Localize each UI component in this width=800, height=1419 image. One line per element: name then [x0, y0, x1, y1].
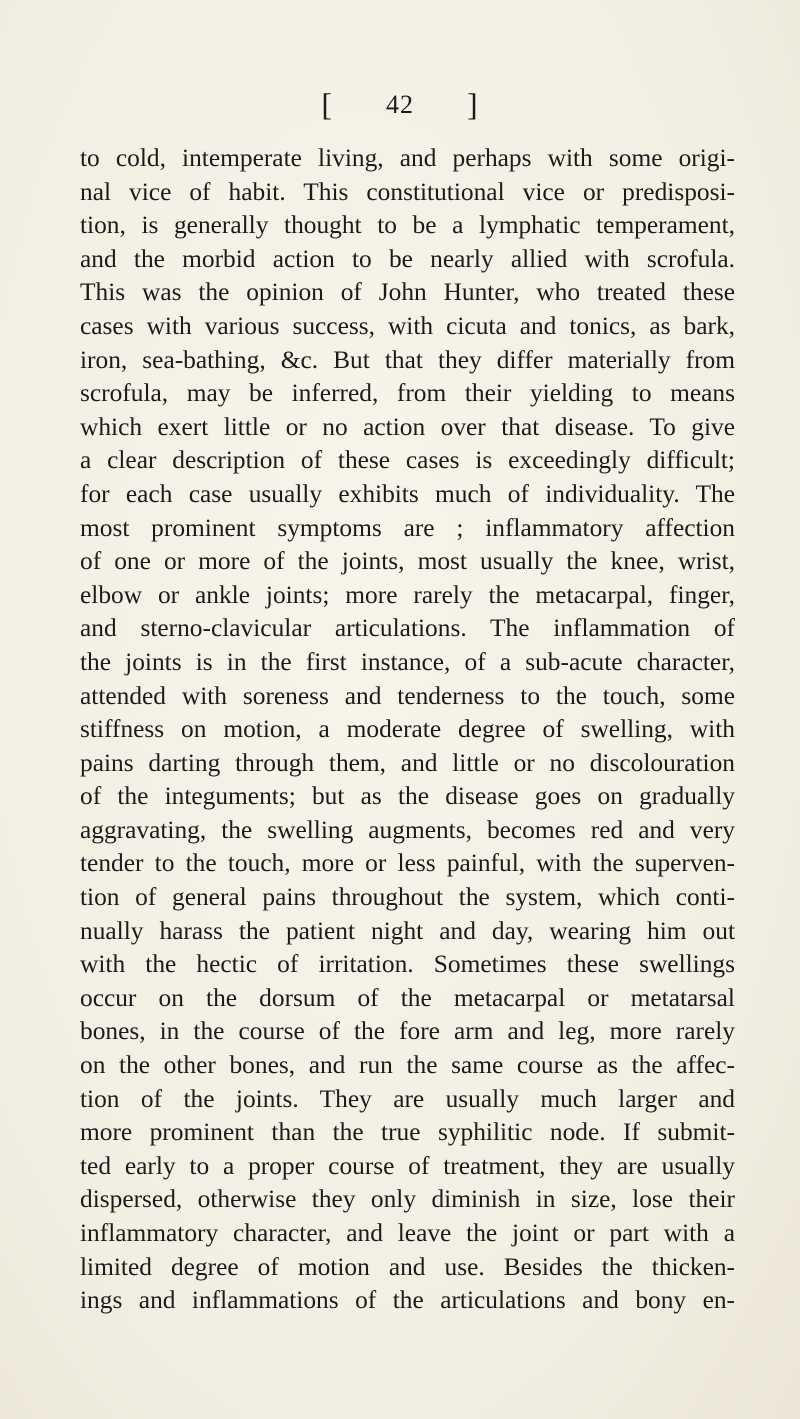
text-line: This was the opinion of John Hunter, who treated these — [80, 278, 735, 307]
text-line: tion, is generally thought to be a lymphatic temperament, — [80, 211, 735, 240]
text-line: tender to the touch, more or less painful, with the superven- — [80, 849, 735, 878]
text-line: occur on the dorsum of the metacarpal or metatarsal — [80, 983, 735, 1012]
page-header — [0, 84, 800, 125]
text-line: a clear description of these cases is exceedingly difficult; — [80, 446, 735, 475]
page-number: 42 — [386, 90, 414, 119]
text-line: of one or more of the joints, most usually the knee, wrist, — [80, 547, 735, 576]
text-line: iron, sea-bathing, &c. But that they differ materially from — [80, 345, 735, 374]
text-line: nually harass the patient night and day, wearing him out — [80, 916, 735, 945]
text-line: ted early to a proper course of treatment, they are usually — [80, 1151, 735, 1180]
text-line: scrofula, may be inferred, from their yielding to means — [80, 379, 735, 408]
text-line: with the hectic of irritation. Sometimes these swellings — [80, 950, 735, 979]
text-line: inflammatory character, and leave the joint or part with a — [80, 1219, 735, 1247]
text-line: ings and inflammations of the articulations and bony en- — [80, 1286, 735, 1315]
text-line: to cold, intemperate living, and perhaps with some origi- — [80, 144, 735, 172]
text-line: of the integuments; but as the disease goes on gradually — [80, 782, 735, 811]
bracket-close: ] — [467, 86, 479, 122]
text-line: nal vice of habit. This constitutional vice or predisposi- — [80, 177, 735, 206]
bracket-open: [ — [321, 86, 333, 122]
text-line: attended with soreness and tenderness to the touch, some — [80, 681, 735, 710]
text-line: tion of the joints. They are usually much larger and — [80, 1084, 735, 1113]
text-line: and the morbid action to be nearly allied with scrofula. — [80, 244, 735, 273]
text-line: for each case usually exhibits much of individuality. The — [80, 479, 735, 508]
text-line: which exert little or no action over that disease. To give — [80, 412, 735, 441]
body-text — [80, 142, 735, 1318]
text-line: on the other bones, and run the same course as the affec- — [80, 1051, 735, 1080]
text-line: pains darting through them, and little or no discolouration — [80, 748, 735, 777]
text-line: elbow or ankle joints; more rarely the metacarpal, finger, — [80, 580, 735, 609]
text-line: the joints is in the first instance, of a sub-acute character, — [80, 647, 735, 676]
text-line: more prominent than the true syphilitic node. If submit- — [80, 1118, 735, 1147]
text-line: aggravating, the swelling augments, becomes red and very — [80, 815, 735, 844]
text-line: cases with various success, with cicuta and tonics, as bark, — [80, 311, 735, 340]
text-line: limited degree of motion and use. Besides the thicken- — [80, 1252, 735, 1281]
text-line: stiffness on motion, a moderate degree of swelling, with — [80, 715, 735, 744]
text-line: most prominent symptoms are ; inflammatory affection — [80, 513, 735, 542]
text-line: bones, in the course of the fore arm and leg, more rarely — [80, 1017, 735, 1046]
text-line: tion of general pains throughout the system, which conti- — [80, 883, 735, 912]
text-line: dispersed, otherwise they only diminish in size, lose their — [80, 1185, 735, 1214]
text-line: and sterno-clavicular articulations. The inflammation of — [80, 614, 735, 643]
